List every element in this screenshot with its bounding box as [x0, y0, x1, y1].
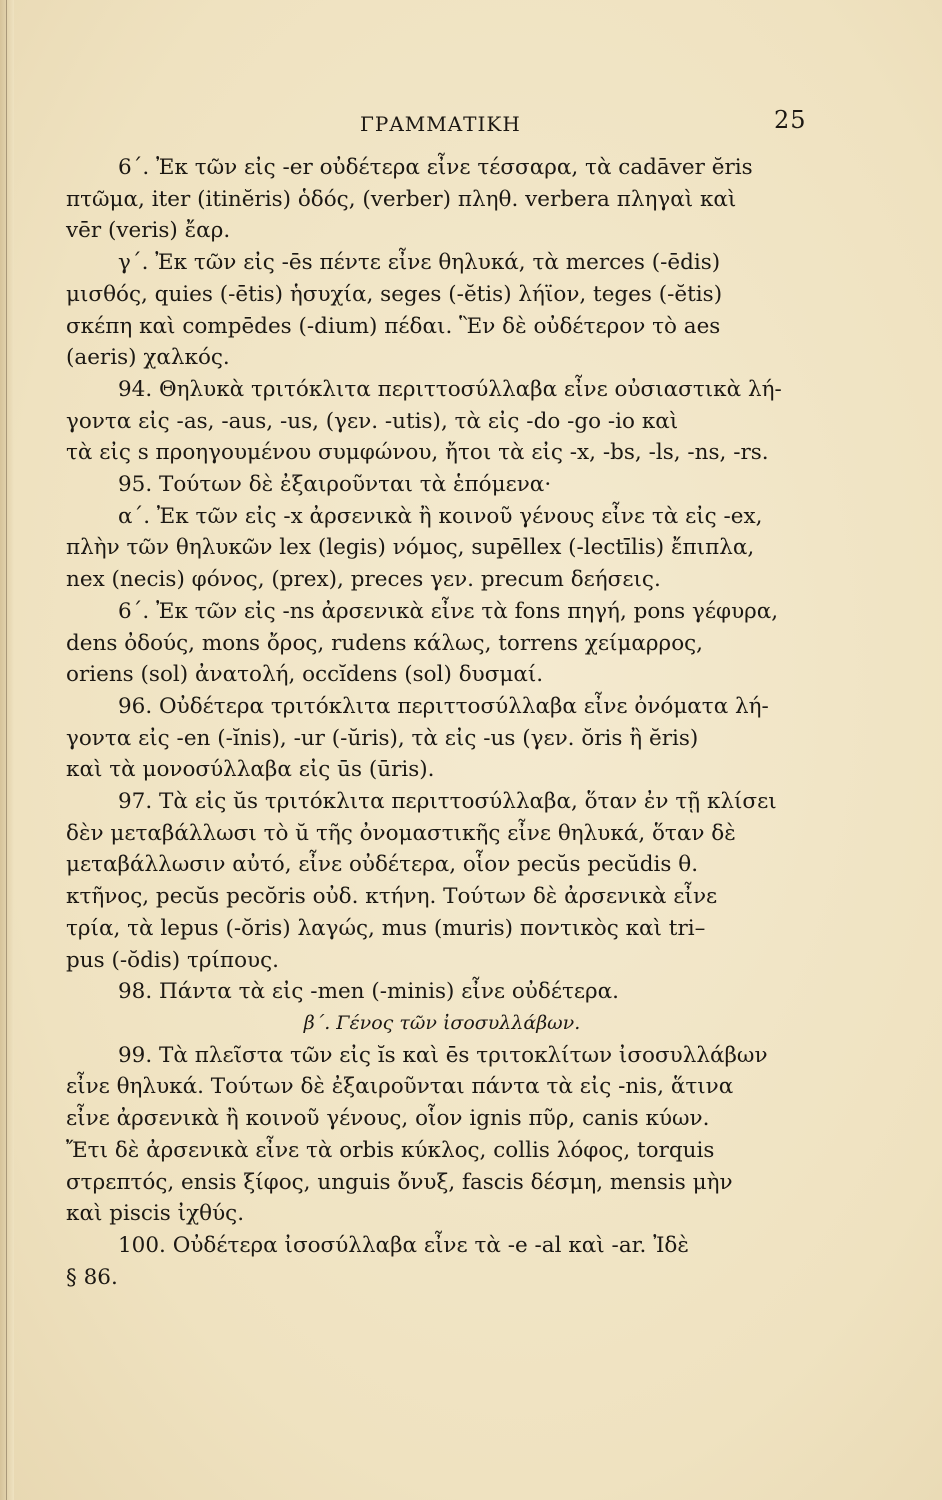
text-line: στρεπτός, ensis ξίφος, unguis ὄνυξ, fascis δέσμη, mensis μὴν	[66, 1169, 733, 1195]
text-line: καὶ piscis ἰχθύς.	[66, 1201, 245, 1227]
text-line: εἶνε θηλυκά. Τούτων δὲ ἐξαιροῦνται πάντα τὰ εἰς -nis, ἅτινα	[66, 1074, 734, 1100]
text-line: 97. Τὰ εἰς ŭs τριτόκλιτα περιττοσύλλαβα, ὅταν ἐν τῇ κλίσει	[118, 789, 777, 815]
text-line: κτῆνος, pecŭs pecŏris οὐδ. κτήνη. Τούτων δὲ ἀρσενικὰ εἶνε	[66, 884, 718, 910]
running-title: ΓΡΑΜΜΑΤΙΚΗ	[360, 112, 521, 136]
text-line: α΄. Ἐκ τῶν εἰς -x ἀρσενικὰ ἢ κοινοῦ γένους εἶνε τὰ εἰς -ex,	[118, 503, 763, 529]
body-text	[66, 152, 818, 1293]
page-number: 25	[774, 106, 807, 134]
section-heading: β΄. Γένος τῶν ἰσοσυλλάβων.	[303, 1011, 581, 1034]
text-line: σκέπη καὶ compēdes (-dium) πέδαι. Ἓν δὲ οὐδέτερον τὸ aes	[66, 313, 721, 339]
text-line: δὲν μεταβάλλωσι τὸ ŭ τῆς ὀνομαστικῆς εἶνε θηλυκά, ὅταν δὲ	[66, 820, 736, 846]
text-line: καὶ τὰ μονοσύλλαβα εἰς ūs (ūris).	[66, 757, 435, 783]
margin-rule	[6, 0, 7, 1500]
text-line: πλὴν τῶν θηλυκῶν lex (legis) νόμος, supēllex (-lectīlis) ἔπιπλα,	[66, 535, 755, 561]
text-line: 6΄. Ἐκ τῶν εἰς -ns ἀρσενικὰ εἶνε τὰ fons πηγή, pons γέφυρα,	[118, 598, 779, 624]
text-line: § 86.	[66, 1264, 118, 1290]
text-line: τὰ εἰς s προηγουμένου συμφώνου, ἤτοι τὰ εἰς -x, -bs, -ls, -ns, -rs.	[66, 440, 769, 466]
text-line: Ἔτι δὲ ἀρσενικὰ εἶνε τὰ orbis κύκλος, collis λόφος, torquis	[66, 1137, 715, 1163]
text-line: (aeris) χαλκός.	[66, 345, 230, 371]
text-line: 6΄. Ἐκ τῶν εἰς -er οὐδέτερα εἶνε τέσσαρα, τὰ cadāver ĕris	[118, 155, 753, 180]
text-line: γ΄. Ἐκ τῶν εἰς -ēs πέντε εἶνε θηλυκά, τὰ merces (-ēdis)	[118, 250, 721, 276]
text-line: 94. Θηλυκὰ τριτόκλιτα περιττοσύλλαβα εἶνε οὐσιαστικὰ λή-	[118, 376, 782, 402]
text-line: oriens (sol) ἀνατολή, occĭdens (sol) δυσμαί.	[66, 662, 544, 688]
text-line: γοντα εἰς -as, -aus, -us, (γεν. -utis), τὰ εἰς -do -go -io καὶ	[66, 408, 679, 434]
text-line: μεταβάλλωσιν αὐτό, εἶνε οὐδέτερα, οἷον pecŭs pecŭdis θ.	[66, 852, 699, 878]
page-spine	[0, 0, 14, 1500]
text-line: μισθός, quies (-ētis) ἡσυχία, seges (-ĕtis) λήϊον, teges (-ĕtis)	[66, 281, 723, 307]
text-line: 95. Τούτων δὲ ἐξαιροῦνται τὰ ἑπόμενα·	[118, 472, 552, 498]
text-line: pus (-ŏdis) τρίπους.	[66, 947, 279, 973]
text-line: γοντα εἰς -en (-ĭnis), -ur (-ŭris), τὰ εἰς -us (γεν. ŏris ἢ ĕris)	[66, 725, 699, 751]
text-line: nex (necis) φόνος, (prex), preces γεν. precum δεήσεις.	[66, 567, 661, 593]
text-line: 99. Τὰ πλεῖστα τῶν εἰς ĭs καὶ ēs τριτοκλίτων ἰσοσυλλάβων	[118, 1042, 768, 1068]
text-line: vēr (veris) ἔαρ.	[66, 218, 231, 244]
text-line: 98. Πάντα τὰ εἰς -men (-minis) εἶνε οὐδέτερα.	[118, 979, 619, 1005]
text-line: τρία, τὰ lepus (-ŏris) λαγώς, mus (muris) ποντικὸς καὶ tri–	[66, 915, 706, 941]
text-line: dens ὀδούς, mons ὄρος, rudens κάλως, torrens χείμαρρος,	[66, 630, 704, 656]
text-line: πτῶμα, iter (itinĕris) ὁδός, (verber) πληθ. verbera πληγαὶ καὶ	[66, 186, 737, 212]
text-line: εἶνε ἀρσενικὰ ἢ κοινοῦ γένους, οἷον ignis πῦρ, canis κύων.	[66, 1106, 710, 1132]
text-line: 100. Οὐδέτερα ἰσοσύλλαβα εἶνε τὰ -e -al καὶ -ar. Ἰδὲ	[118, 1232, 689, 1258]
text-line: 96. Οὐδέτερα τριτόκλιτα περιττοσύλλαβα εἶνε ὀνόματα λή-	[118, 693, 769, 719]
